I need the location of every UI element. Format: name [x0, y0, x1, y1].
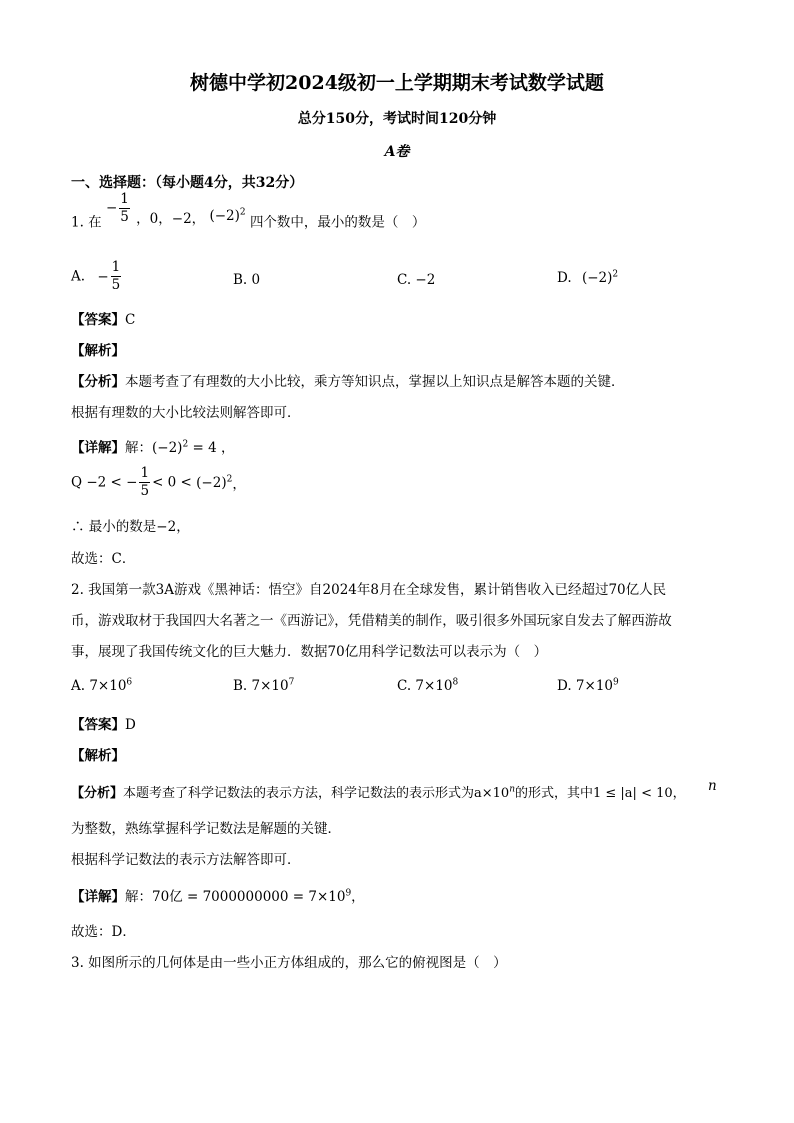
q2-choose: 故选：D． [71, 924, 136, 940]
q1-option-a: A. − $\frac{1}{5}$ [71, 259, 121, 293]
q2-option-a: A. $7\times 10^6$ [71, 677, 133, 694]
q1-answer: 【答案】C [71, 312, 136, 328]
q2-method: 根据科学记数法的表示方法解答即可． [71, 852, 301, 868]
q2-stem-line3: 事，展现了我国传统文化的巨大魅力．数据70亿用科学记数法可以表示为（ ） [71, 644, 548, 660]
q2-option-d: D. $7\times 10^9$ [557, 677, 619, 694]
q3-stem: 3. 如图所示的几何体是由一些小正方体组成的，那么它的俯视图是（ ） [71, 955, 507, 971]
q2-analysis: 【分析】本题考查了科学记数法的表示方法，科学记数法的表示形式为$a\times 10^n$的形式，其中1 ≤ |a| < 10， [71, 784, 686, 801]
q1-option-c: C. −2 [397, 272, 436, 288]
q1-detail: 【详解】解：$(-2)^2 = 4$ ， [71, 439, 235, 456]
q1-analysis: 【分析】本题考查了有理数的大小比较，乘方等知识点，掌握以上知识点是解答本题的关键． [71, 374, 625, 390]
q1-analysis-heading: 【解析】 [71, 343, 125, 359]
q1-inequality: Q −2 < − $\frac{1}{5}$ < $0 < (-2)^2$， [71, 465, 246, 499]
q1-method: 根据有理数的大小比较法则解答即可． [71, 405, 301, 421]
q2-stem-line2: 币，游戏取材于我国四大名著之一《西游记》，凭借精美的制作，吸引很多外国玩家自发去了解西游故 [71, 613, 672, 629]
q2-option-c: C. $7\times 10^8$ [397, 677, 459, 694]
q1-therefore: ∴ 最小的数是−2， [71, 519, 190, 535]
q2-detail: 【详解】解：70亿 = $7000000000 = 7\times 10^9$， [71, 888, 365, 905]
q2-stem-line1: 2. 我国第一款3A游戏《黑神话：悟空》自2024年8月在全球发售，累计销售收入已经超过70亿人民 [71, 582, 667, 598]
q2-analysis-cont: 为整数，熟练掌握科学记数法是解题的关键． [71, 821, 341, 837]
q2-analysis-n: n [708, 778, 717, 794]
q2-option-b: B. $7\times 10^7$ [233, 677, 295, 694]
q1-stem-tail: 四个数中，最小的数是（ ） [249, 214, 426, 231]
q1-list-mid: ，0，−2， [136, 210, 206, 227]
section-heading: 一、选择题：（每小题4分，共32分） [71, 175, 304, 191]
q2-analysis-heading: 【解析】 [71, 748, 125, 764]
page-title: 树德中学初2024级初一上学期期末考试数学试题 [190, 72, 604, 94]
q1-option-b: B. 0 [233, 272, 261, 288]
exam-info: 总分150分，考试时间120分钟 [297, 111, 497, 127]
q1-power: $(-2)^2$ [209, 207, 246, 224]
q1-stem [71, 191, 426, 236]
q2-answer: 【答案】D [71, 717, 136, 733]
volume-label: A卷 [384, 144, 410, 160]
q1-option-d: D. $(-2)^2$ [557, 269, 619, 286]
q1-neg-fraction: − $\frac{1}{5}$ [105, 191, 129, 225]
q1-choose: 故选：C． [71, 551, 136, 567]
q1-number: 1. 在 [71, 214, 102, 231]
